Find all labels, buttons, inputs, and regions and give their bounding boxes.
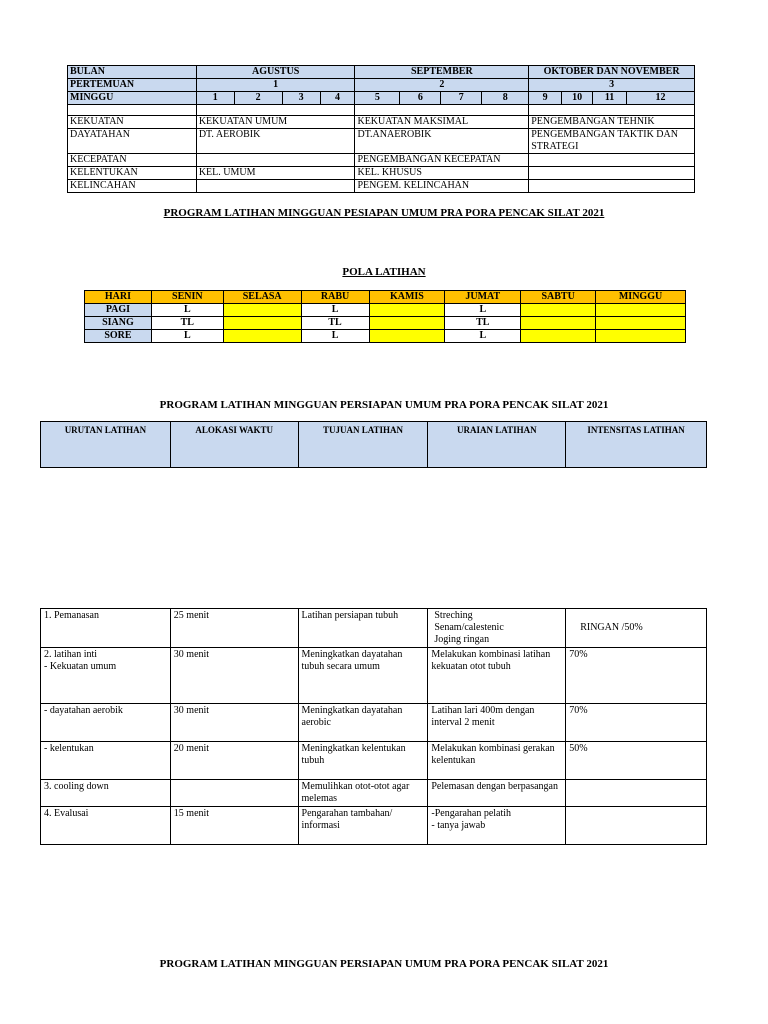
- week-number: 10: [562, 92, 593, 105]
- intensitas-cell: 50%: [566, 742, 707, 780]
- component-phase: [196, 154, 355, 167]
- component-phase: PENGEMBANGAN TEHNIK: [529, 116, 695, 129]
- session-cell: L: [151, 304, 223, 317]
- session-cell: L: [301, 304, 369, 317]
- session-cell: L: [301, 330, 369, 343]
- meeting-3: 3: [529, 79, 695, 92]
- tujuan-cell: Meningkatkan dayatahan tubuh secara umum: [298, 648, 428, 704]
- program-detail-table: [40, 608, 707, 845]
- urutan-cell: - kelentukan: [41, 742, 171, 780]
- urutan-cell: [41, 648, 171, 704]
- week-number: 2: [234, 92, 282, 105]
- week-number: 7: [441, 92, 482, 105]
- session-label: SORE: [85, 330, 152, 343]
- month-oktober-november: OKTOBER DAN NOVEMBER: [529, 66, 695, 79]
- uraian-line: Streching: [434, 610, 473, 621]
- month-agustus: AGUSTUS: [196, 66, 355, 79]
- header-intensitas: INTENSITAS LATIHAN: [566, 422, 707, 468]
- urutan-line: - Kekuatan umum: [44, 661, 117, 672]
- session-cell: TL: [301, 317, 369, 330]
- week-number: 11: [593, 92, 627, 105]
- urutan-line: 2. latihan inti: [44, 649, 98, 660]
- urutan-cell: 4. Evalusai: [41, 807, 171, 845]
- component-phase: KEKUATAN UMUM: [196, 116, 355, 129]
- rest-cell: [596, 304, 686, 317]
- uraian-cell: [428, 609, 566, 648]
- periodization-table: [67, 65, 695, 193]
- meeting-1: 1: [196, 79, 355, 92]
- week-number: 1: [196, 92, 234, 105]
- tujuan-cell: Meningkatkan kelentukan tubuh: [298, 742, 428, 780]
- intensitas-cell: [566, 780, 707, 807]
- component-phase: [529, 180, 695, 193]
- waktu-cell: [170, 780, 298, 807]
- bulan-label: BULAN: [68, 66, 197, 79]
- rest-cell: [521, 304, 596, 317]
- tujuan-cell: Latihan persiapan tubuh: [298, 609, 428, 648]
- pola-header: JUMAT: [445, 291, 521, 304]
- component-phase: [196, 180, 355, 193]
- waktu-cell: 30 menit: [170, 704, 298, 742]
- waktu-cell: 30 menit: [170, 648, 298, 704]
- minggu-label: MINGGU: [68, 92, 197, 105]
- uraian-cell: Latihan lari 400m dengan interval 2 menit: [428, 704, 566, 742]
- meeting-2: 2: [355, 79, 529, 92]
- month-september: SEPTEMBER: [355, 66, 529, 79]
- intensitas-cell: 70%: [566, 648, 707, 704]
- week-number: 8: [482, 92, 529, 105]
- component-phase: PENGEM. KELINCAHAN: [355, 180, 529, 193]
- component-phase: [529, 167, 695, 180]
- program-title: PROGRAM LATIHAN MINGGUAN PERSIAPAN UMUM PRA PORA PENCAK SILAT 2021: [159, 958, 609, 970]
- component-phase: DT. AEROBIK: [196, 129, 355, 154]
- week-number: 6: [400, 92, 441, 105]
- header-uraian: URAIAN LATIHAN: [428, 422, 566, 468]
- component-phase: KEL. UMUM: [196, 167, 355, 180]
- tujuan-cell: Memulihkan otot-otot agar melemas: [298, 780, 428, 807]
- rest-cell: [369, 317, 445, 330]
- session-cell: L: [151, 330, 223, 343]
- session-cell: L: [445, 304, 521, 317]
- uraian-cell: Melakukan kombinasi gerakan kelentukan: [428, 742, 566, 780]
- component-phase: PENGEMBANGAN TAKTIK DAN STRATEGI: [529, 129, 695, 154]
- intensitas-cell: [566, 807, 707, 845]
- rest-cell: [521, 330, 596, 343]
- uraian-line: - tanya jawab: [431, 820, 486, 831]
- rest-cell: [223, 330, 301, 343]
- uraian-cell: [428, 807, 566, 845]
- component-phase: KEKUATAN MAKSIMAL: [355, 116, 529, 129]
- pola-latihan-title: POLA LATIHAN: [342, 266, 426, 278]
- pola-header: MINGGU: [596, 291, 686, 304]
- program-title: PROGRAM LATIHAN MINGGUAN PESIAPAN UMUM PRA PORA PENCAK SILAT 2021: [163, 207, 605, 219]
- rest-cell: [223, 304, 301, 317]
- component-name: KELENTUKAN: [68, 167, 197, 180]
- pola-latihan-table: [84, 290, 686, 343]
- rest-cell: [369, 304, 445, 317]
- week-number: 12: [627, 92, 695, 105]
- header-tujuan: TUJUAN LATIHAN: [298, 422, 428, 468]
- session-cell: TL: [151, 317, 223, 330]
- pola-header: HARI: [85, 291, 152, 304]
- tujuan-cell: Meningkatkan dayatahan aerobic: [298, 704, 428, 742]
- pola-header: SENIN: [151, 291, 223, 304]
- pola-header: SELASA: [223, 291, 301, 304]
- session-cell: TL: [445, 317, 521, 330]
- pola-header: RABU: [301, 291, 369, 304]
- component-name: KEKUATAN: [68, 116, 197, 129]
- urutan-cell: 1. Pemanasan: [41, 609, 171, 648]
- component-name: KELINCAHAN: [68, 180, 197, 193]
- uraian-cell: Melakukan kombinasi latihan kekuatan otot tubuh: [428, 648, 566, 704]
- component-name: DAYATAHAN: [68, 129, 197, 154]
- intensitas-cell: RINGAN /50%: [566, 609, 707, 648]
- session-cell: L: [445, 330, 521, 343]
- component-phase: DT.ANAEROBIK: [355, 129, 529, 154]
- rest-cell: [596, 330, 686, 343]
- rest-cell: [596, 317, 686, 330]
- uraian-line: Senam/calestenic: [434, 622, 504, 633]
- component-name: KECEPATAN: [68, 154, 197, 167]
- pola-header: KAMIS: [369, 291, 445, 304]
- rest-cell: [223, 317, 301, 330]
- uraian-cell: Pelemasan dengan berpasangan: [428, 780, 566, 807]
- component-phase: PENGEMBANGAN KECEPATAN: [355, 154, 529, 167]
- rest-cell: [521, 317, 596, 330]
- rest-cell: [369, 330, 445, 343]
- waktu-cell: 15 menit: [170, 807, 298, 845]
- session-label: PAGI: [85, 304, 152, 317]
- session-label: SIANG: [85, 317, 152, 330]
- waktu-cell: 20 menit: [170, 742, 298, 780]
- week-number: 3: [282, 92, 320, 105]
- component-phase: [529, 154, 695, 167]
- pertemuan-label: PERTEMUAN: [68, 79, 197, 92]
- component-phase: KEL. KHUSUS: [355, 167, 529, 180]
- waktu-cell: 25 menit: [170, 609, 298, 648]
- pola-header: SABTU: [521, 291, 596, 304]
- intensitas-cell: 70%: [566, 704, 707, 742]
- week-number: 9: [529, 92, 562, 105]
- tujuan-cell: Pengarahan tambahan/ informasi: [298, 807, 428, 845]
- header-alokasi: ALOKASI WAKTU: [170, 422, 298, 468]
- week-number: 5: [355, 92, 400, 105]
- week-number: 4: [320, 92, 355, 105]
- uraian-line: -Pengarahan pelatih: [431, 808, 512, 819]
- header-urutan: URUTAN LATIHAN: [41, 422, 171, 468]
- program-title: PROGRAM LATIHAN MINGGUAN PERSIAPAN UMUM PRA PORA PENCAK SILAT 2021: [159, 399, 609, 411]
- urutan-cell: - dayatahan aerobik: [41, 704, 171, 742]
- uraian-line: Joging ringan: [434, 634, 490, 645]
- program-header-table: [40, 421, 707, 468]
- urutan-cell: 3. cooling down: [41, 780, 171, 807]
